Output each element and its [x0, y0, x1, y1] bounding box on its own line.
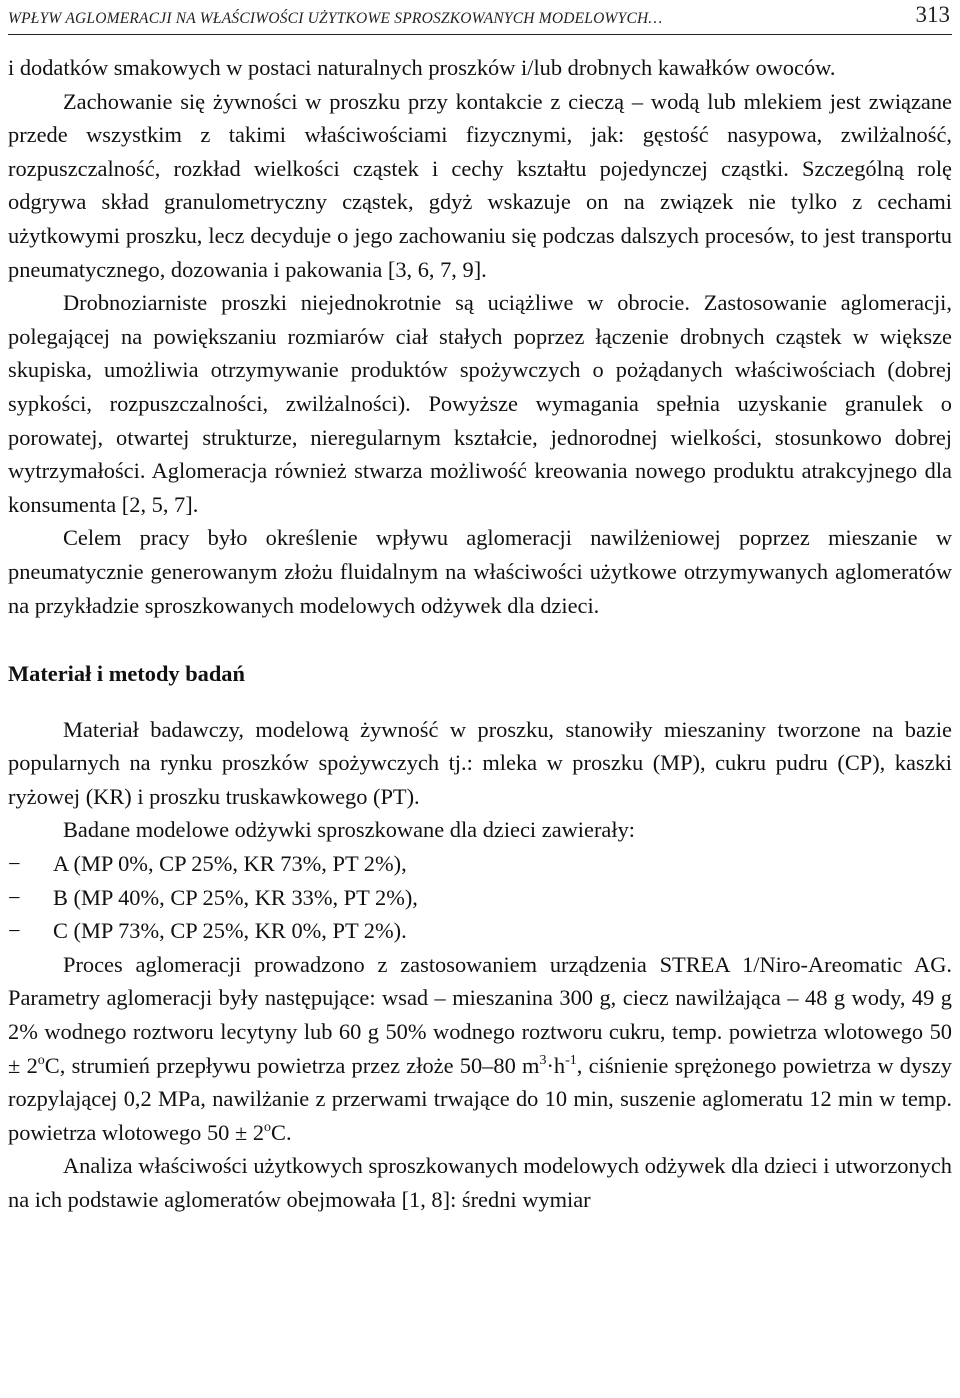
text-run: ·h	[546, 1052, 566, 1078]
paragraph-process-parameters	[8, 948, 952, 1150]
paragraph-agglomeration: Drobnoziarniste proszki niejednokrotnie są uciążliwe w obrocie. Zastosowanie aglomeracji, polegającej na powiększaniu rozmiarów ciał stałych poprzez łączenie drobnych cząstek w większe skupiska, umożliwia otrzymywanie produktów spożywczych o pożądanych właściwościach (dobrej sypkości, rozpuszczalności, zwilżalności). Powyższe wymagania spełnia uzyskanie granulek o porowatej, otwartej strukturze, nieregularnym kształcie, jednorodnej wielkości, stosunkowo dobrej wytrzymałości. Aglomeracja również stwarza możliwość kreowania nowego produktu atrakcyjnego dla konsumenta [2, 5, 7].	[8, 290, 952, 517]
list-dash: −	[8, 884, 21, 910]
list-item	[8, 847, 952, 881]
page-number: 313	[915, 2, 950, 27]
superscript: -1	[565, 1052, 577, 1068]
page-header	[8, 0, 952, 35]
list-item	[8, 881, 952, 915]
spacer	[8, 691, 952, 713]
list-item	[8, 914, 952, 948]
paragraph-analysis: Analiza właściwości użytkowych sproszkowanych modelowych odżywek dla dzieci i utworzonych na ich podstawie aglomeratów obejmowała [1, 8]: średni wymiar	[8, 1153, 952, 1212]
list-item-text: B (MP 40%, CP 25%, KR 33%, PT 2%),	[53, 884, 418, 910]
text-run: C.	[271, 1119, 292, 1145]
composition-list	[8, 847, 952, 948]
paragraph-powder-behavior: Zachowanie się żywności w proszku przy kontakcie z cieczą – wodą lub mlekiem jest związane przede wszystkim z takimi właściwościami fizycznymi, jak: gęstość nasypowa, zwilżalność, rozpuszczalność, rozkład wielkości cząstek i cechy kształtu pojedynczej cząstki. Szczególną rolę odgrywa skład granulometryczny cząstek, gdyż wskazuje on na związek nie tylko z cechami użytkowymi proszku, lecz decyduje o jego zachowaniu się podczas dalszych procesów, to jest transportu pneumatycznego, dozowania i pakowania [3, 6, 7, 9].	[8, 88, 952, 282]
text-run: C, strumień przepływu powietrza przez złoże 50–80 m	[44, 1052, 540, 1078]
section-heading: Materiał i metody badań	[8, 661, 245, 687]
spacer	[8, 622, 952, 657]
superscript: o	[264, 1119, 272, 1135]
superscript: o	[37, 1052, 45, 1068]
superscript: 3	[539, 1052, 547, 1068]
list-item-text: C (MP 73%, CP 25%, KR 0%, PT 2%).	[53, 918, 407, 944]
paragraph-intro-continued: i dodatków smakowych w postaci naturalnych proszków i/lub drobnych kawałków owoców.	[8, 55, 836, 80]
list-dash: −	[8, 918, 21, 944]
paragraph-material: Materiał badawczy, modelową żywność w proszku, stanowiły mieszaniny tworzone na bazie popularnych na rynku proszków spożywczych tj.: mleka w proszku (MP), cukru pudru (CP), kaszki ryżowej (KR) i proszku truskawkowego (PT).	[8, 716, 952, 809]
text-run: Proces aglomeracji prowadzono z zastosowaniem urządzenia STREA 1/Niro-Areomatic AG. Parametry aglomeracji były następujące: wsad – mieszanina 300 g, ciecz nawilżająca – 48 g wody, 49 g 2% wodnego roztworu lecytyny lub 60 g 50% wodnego roztworu cukru, temp. powietrza wlotowego 50 ± 2	[8, 951, 952, 1078]
paragraph-aim: Celem pracy było określenie wpływu aglomeracji nawilżeniowej poprzez mieszanie w pneumatycznie generowanym złożu fluidalnym na właściwości użytkowe otrzymywanych aglomeratów na przykładzie sproszkowanych modelowych odżywek dla dzieci.	[8, 525, 952, 618]
list-item-text: A (MP 0%, CP 25%, KR 73%, PT 2%),	[53, 851, 407, 877]
text-run: , ciśnienie sprężonego powietrza w dyszy rozpylającej 0,2 MPa, nawilżanie z przerwami trwające do 10 min, suszenie aglomeratu 12 min w temp. powietrza wlotowego 50 ± 2	[8, 1052, 952, 1145]
body-text	[8, 51, 952, 1217]
running-title: WPŁYW AGLOMERACJI NA WŁAŚCIWOŚCI UŻYTKOWE SPROSZKOWANYCH MODELOWYCH…	[8, 10, 663, 27]
list-dash: −	[8, 851, 21, 877]
paragraph-list-intro: Badane modelowe odżywki sproszkowane dla dzieci zawierały:	[63, 817, 635, 843]
